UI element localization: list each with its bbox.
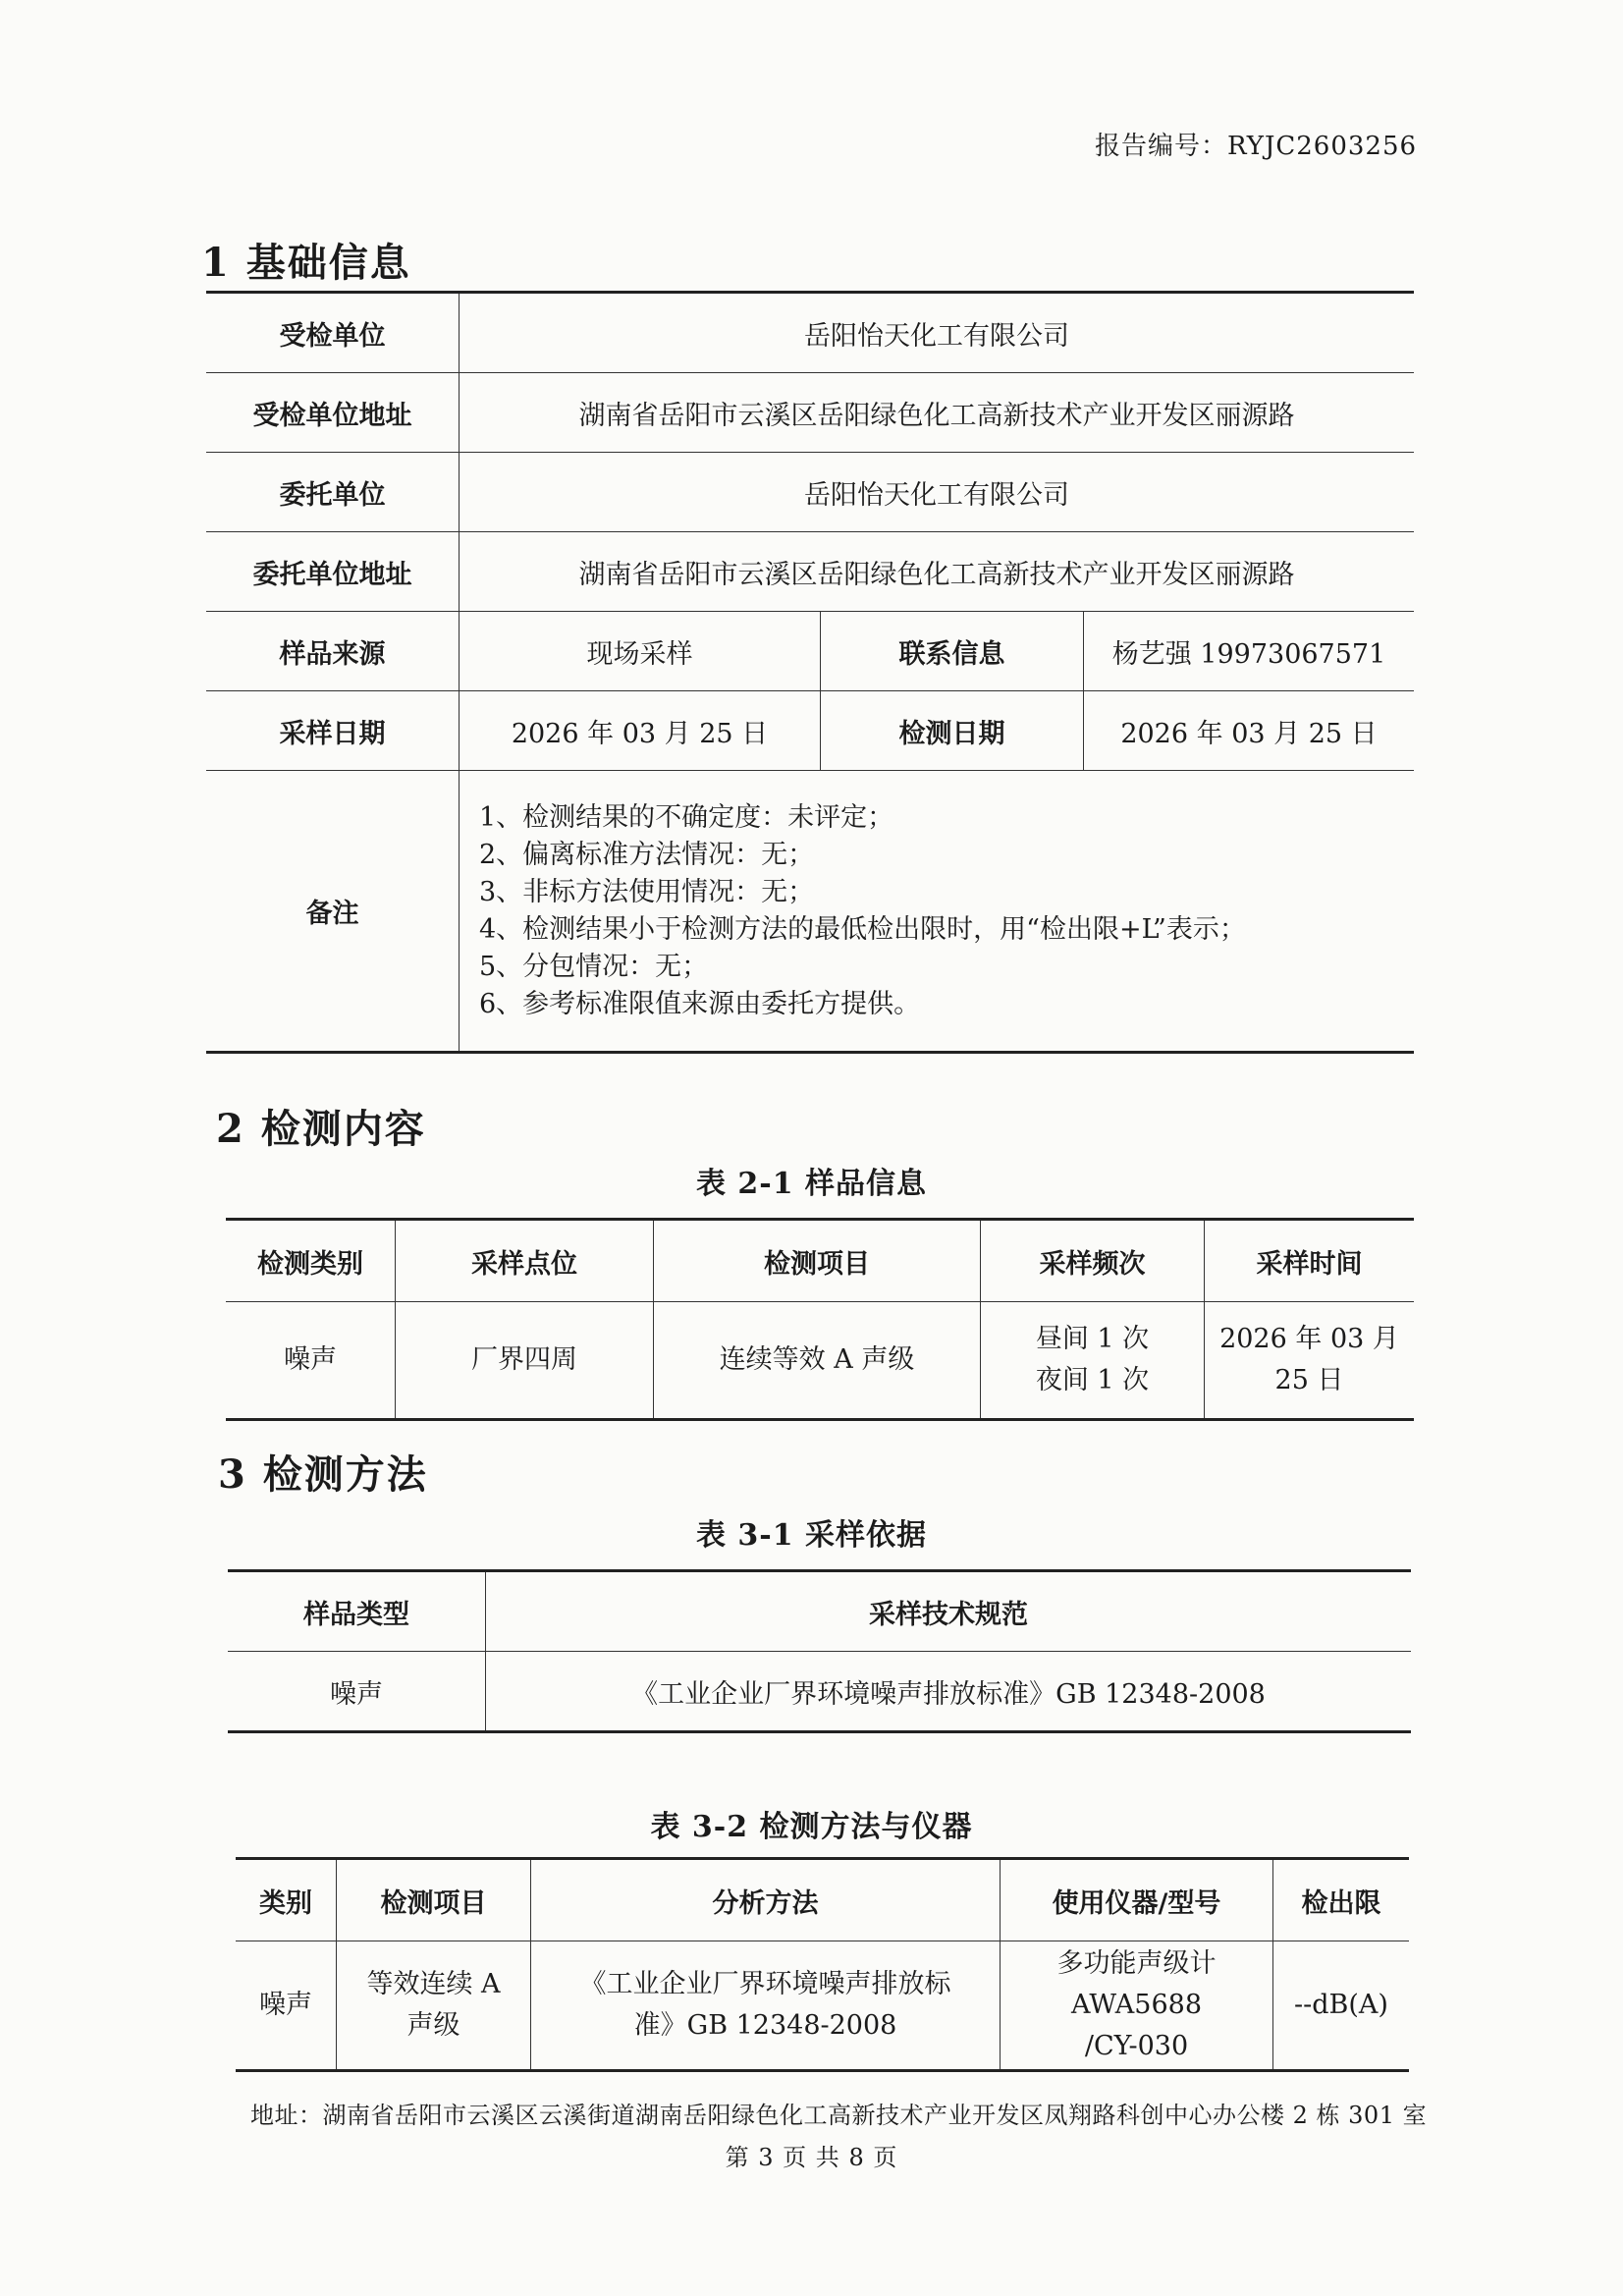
- table-row: [206, 691, 1414, 771]
- category-cell: 噪声: [226, 1302, 396, 1420]
- method-line-1: 《工业企业厂界环境噪声排放标: [579, 1969, 951, 1999]
- frequency-cell: [981, 1302, 1205, 1420]
- inspected-address-value: 湖南省岳阳市云溪区岳阳绿色化工高新技术产业开发区丽源路: [460, 373, 1415, 453]
- column-header: 检测项目: [654, 1220, 981, 1302]
- test-date-label: 检测日期: [821, 691, 1084, 771]
- sample-source-label: 样品来源: [206, 612, 460, 691]
- table-row: [206, 532, 1414, 612]
- method-cell: [531, 1941, 1001, 2071]
- method-line-2: 准》GB 12348-2008: [633, 2010, 897, 2041]
- client-address-label: 委托单位地址: [206, 532, 460, 612]
- column-header: 类别: [236, 1859, 337, 1941]
- column-header: 检测类别: [226, 1220, 396, 1302]
- report-number: 报告编号：RYJC2603256: [1095, 132, 1418, 161]
- table-row: [206, 771, 1414, 1053]
- table-row: [206, 453, 1414, 532]
- section-2-title: 2 检测内容: [216, 1106, 426, 1152]
- table-header-row: [236, 1859, 1409, 1941]
- remark-item: 3、非标方法使用情况：无；: [479, 876, 815, 907]
- instrument-line-1: 多功能声级计: [1056, 1948, 1217, 1979]
- sample-type-cell: 噪声: [228, 1652, 486, 1732]
- instrument-line-3: /CY-030: [1084, 2031, 1189, 2061]
- client-value: 岳阳怡天化工有限公司: [460, 453, 1415, 532]
- client-address-value: 湖南省岳阳市云溪区岳阳绿色化工高新技术产业开发区丽源路: [460, 532, 1415, 612]
- column-header: 使用仪器/型号: [1001, 1859, 1273, 1941]
- remarks-list: [460, 771, 1415, 1053]
- basic-info-table: [206, 291, 1414, 1054]
- column-header: 采样技术规范: [486, 1571, 1412, 1652]
- method-instrument-table: [236, 1857, 1409, 2072]
- section-1-title: 1 基础信息: [201, 240, 411, 286]
- contact-label: 联系信息: [821, 612, 1084, 691]
- table-3-1-caption: 表 3-1 采样依据: [695, 1518, 928, 1553]
- frequency-night: 夜间 1 次: [1035, 1365, 1150, 1395]
- table-row: [236, 1941, 1409, 2071]
- time-cell: 2026 年 03 月 25 日: [1219, 1324, 1399, 1395]
- column-header: 采样频次: [981, 1220, 1205, 1302]
- item-cell: [337, 1941, 531, 2071]
- column-header: 样品类型: [228, 1571, 486, 1652]
- column-header: 采样点位: [396, 1220, 654, 1302]
- table-row: [206, 612, 1414, 691]
- table-row: [206, 373, 1414, 453]
- remark-item: 5、分包情况：无；: [479, 951, 709, 982]
- point-cell: 厂界四周: [396, 1302, 654, 1420]
- table-header-row: [228, 1571, 1411, 1652]
- remark-item: 4、检测结果小于检测方法的最低检出限时，用“检出限+L”表示；: [479, 913, 1246, 945]
- table-header-row: [226, 1220, 1414, 1302]
- contact-value: 杨艺强 19973067571: [1084, 612, 1415, 691]
- page-number: 第 3 页 共 8 页: [725, 2144, 898, 2171]
- sampling-date-label: 采样日期: [206, 691, 460, 771]
- table-2-1-caption: 表 2-1 样品信息: [695, 1167, 928, 1201]
- item-cell: 连续等效 A 声级: [654, 1302, 981, 1420]
- footer-address: 地址：湖南省岳阳市云溪区云溪街道湖南岳阳绿色化工高新技术产业开发区凤翔路科创中心办公楼 2 栋 301 室: [250, 2102, 1428, 2129]
- item-line-1: 等效连续 A: [366, 1969, 501, 1999]
- table-row: [206, 293, 1414, 373]
- table-row: [226, 1302, 1414, 1420]
- sampling-basis-table: [228, 1569, 1411, 1733]
- instrument-line-2: AWA5688: [1070, 1990, 1203, 2020]
- test-date-value: 2026 年 03 月 25 日: [1084, 691, 1415, 771]
- sample-source-value: 现场采样: [460, 612, 821, 691]
- remarks-label: 备注: [206, 771, 460, 1053]
- table-3-2-caption: 表 3-2 检测方法与仪器: [650, 1810, 973, 1844]
- sampling-spec-cell: 《工业企业厂界环境噪声排放标准》GB 12348-2008: [631, 1678, 1266, 1710]
- instrument-cell: [1001, 1941, 1273, 2071]
- remark-item: 1、检测结果的不确定度：未评定；: [479, 801, 894, 833]
- section-3-title: 3 检测方法: [218, 1451, 428, 1498]
- sampling-date-value: 2026 年 03 月 25 日: [460, 691, 821, 771]
- column-header: 检出限: [1273, 1859, 1410, 1941]
- sample-info-table: [226, 1218, 1414, 1421]
- remark-item: 6、参考标准限值来源由委托方提供。: [479, 988, 921, 1019]
- table-row: [228, 1652, 1411, 1732]
- item-line-2: 声级: [406, 2010, 460, 2041]
- client-label: 委托单位: [206, 453, 460, 532]
- detection-limit-cell: --dB(A): [1294, 1990, 1388, 2020]
- frequency-day: 昼间 1 次: [1035, 1324, 1150, 1354]
- category-cell: 噪声: [236, 1941, 337, 2071]
- column-header: 分析方法: [531, 1859, 1001, 1941]
- inspected-unit-value: 岳阳怡天化工有限公司: [460, 293, 1415, 373]
- inspected-address-label: 受检单位地址: [206, 373, 460, 453]
- remark-item: 2、偏离标准方法情况：无；: [479, 839, 815, 870]
- column-header: 检测项目: [337, 1859, 531, 1941]
- column-header: 采样时间: [1205, 1220, 1415, 1302]
- inspected-unit-label: 受检单位: [206, 293, 460, 373]
